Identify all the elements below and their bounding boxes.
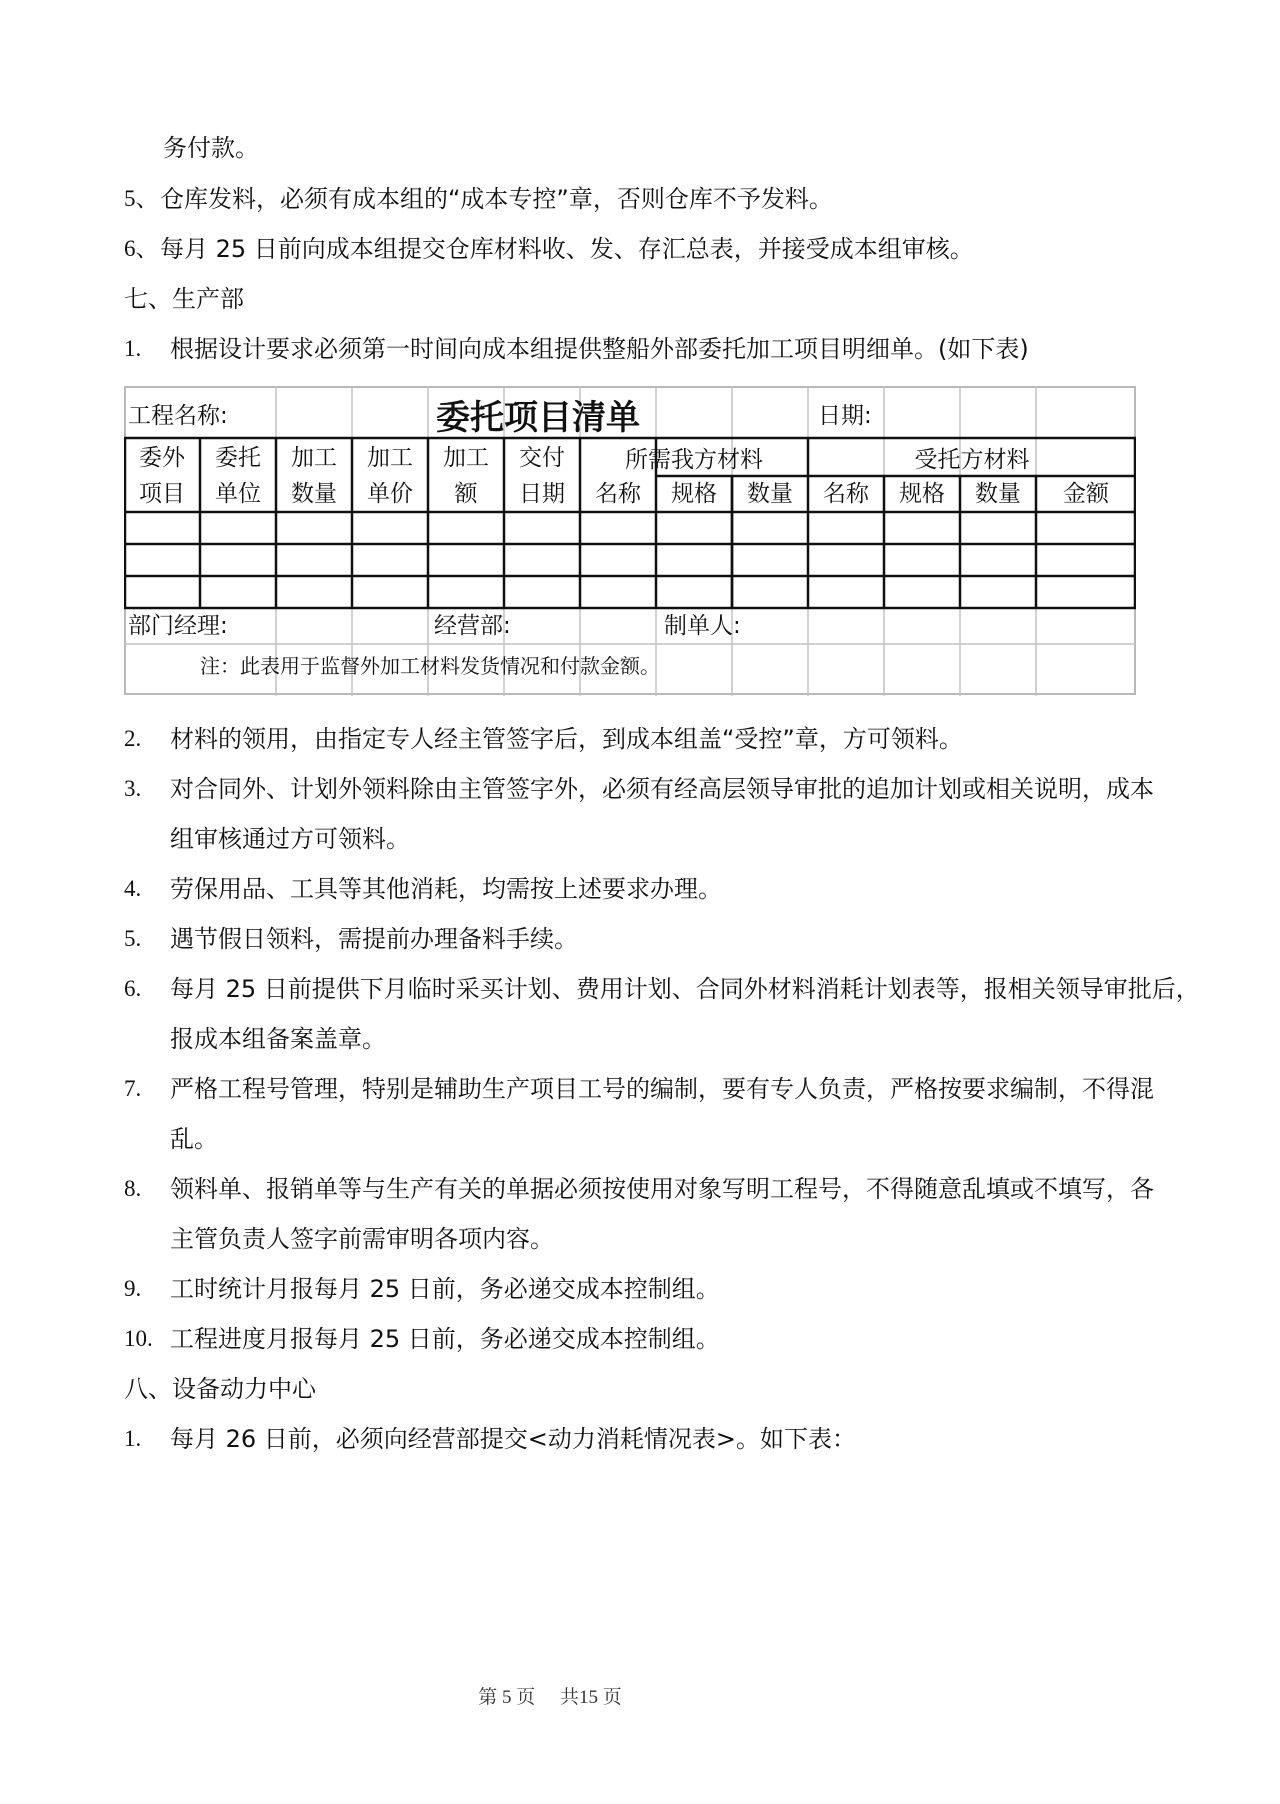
production-item-continued: 报成本组备案盖章。 xyxy=(170,1025,386,1053)
project-name-label: 工程名称: xyxy=(128,403,228,429)
item-number: 2. xyxy=(124,726,142,751)
col-header-amount: 加工 xyxy=(443,445,489,471)
col-header-quantity: 加工 xyxy=(291,445,337,471)
page-total: 共15 页 xyxy=(560,1687,622,1708)
maker-label: 制单人: xyxy=(664,613,741,639)
col-header-entrusted-unit: 单位 xyxy=(215,481,261,507)
col-header-outsourced-item: 项目 xyxy=(139,481,185,507)
col-header-entrusted-unit: 委托 xyxy=(215,445,261,471)
section-heading-equipment: 八、设备动力中心 xyxy=(124,1375,316,1403)
continuation-line: 务付款。 xyxy=(163,134,259,162)
col-header-qty: 数量 xyxy=(747,481,793,507)
item-number: 7. xyxy=(124,1076,142,1101)
production-item-continued: 主管负责人签字前需审明各项内容。 xyxy=(170,1225,554,1253)
production-item-continued: 组审核通过方可领料。 xyxy=(170,825,410,853)
col-header-delivery-date: 交付 xyxy=(519,445,565,471)
group-header-our-materials: 所需我方材料 xyxy=(625,447,763,473)
production-item: 工时统计月报每月 25 日前，务必递交成本控制组。 xyxy=(170,1275,720,1303)
item-number: 6、 xyxy=(124,236,159,261)
item-number: 3. xyxy=(124,776,142,801)
group-header-contractor-materials: 受托方材料 xyxy=(914,447,1030,473)
col-header-outsourced-item: 委外 xyxy=(139,445,185,471)
production-item: 材料的领用，由指定专人经主管签字后，到成本组盖“受控”章，方可领料。 xyxy=(170,725,963,753)
production-item: 每月 25 日前提供下月临时采买计划、费用计划、合同外材料消耗计划表等，报相关领导审批后， xyxy=(170,975,1200,1003)
production-item: 工程进度月报每月 25 日前，务必递交成本控制组。 xyxy=(170,1325,720,1353)
production-item: 严格工程号管理，特别是辅助生产项目工号的编制，要有专人负责，严格按要求编制，不得混 xyxy=(170,1075,1154,1103)
col-header-qty: 数量 xyxy=(975,481,1021,507)
operations-label: 经营部: xyxy=(434,613,511,639)
outsourcing-form xyxy=(124,386,1136,696)
item-number: 10. xyxy=(124,1326,153,1351)
item-number: 1. xyxy=(124,1426,142,1451)
item-number: 8. xyxy=(124,1176,142,1201)
production-item-continued: 乱。 xyxy=(170,1125,218,1153)
warehouse-item-6: 每月 25 日前向成本组提交仓库材料收、发、存汇总表，并接受成本组审核。 xyxy=(160,235,974,263)
equipment-item-1: 每月 26 日前，必须向经营部提交<动力消耗情况表>。如下表： xyxy=(170,1425,857,1453)
date-label: 日期: xyxy=(818,403,872,429)
page-number: 第 5 页 xyxy=(478,1687,536,1708)
warehouse-item-5: 仓库发料，必须有成本组的“成本专控”章，否则仓库不予发料。 xyxy=(160,185,833,213)
production-item: 领料单、报销单等与生产有关的单据必须按使用对象写明工程号，不得随意乱填或不填写，各 xyxy=(170,1175,1154,1203)
col-header-quantity: 数量 xyxy=(291,481,337,507)
form-title: 委托项目清单 xyxy=(436,398,640,438)
col-header-delivery-date: 日期 xyxy=(519,481,565,507)
col-header-name: 名称 xyxy=(595,481,641,507)
item-number: 4. xyxy=(124,876,142,901)
col-header-spec: 规格 xyxy=(671,481,717,507)
item-number: 5. xyxy=(124,926,142,951)
col-header-total: 金额 xyxy=(1063,481,1109,507)
col-header-amount: 额 xyxy=(454,481,478,507)
item-number: 1. xyxy=(124,336,142,361)
page-footer xyxy=(0,1682,1100,1709)
col-header-unit-price: 单价 xyxy=(367,481,413,507)
section-heading-production: 七、生产部 xyxy=(124,285,244,313)
item-number: 5、 xyxy=(124,186,159,211)
col-header-spec: 规格 xyxy=(899,481,945,507)
item-number: 6. xyxy=(124,976,142,1001)
col-header-unit-price: 加工 xyxy=(367,445,413,471)
production-item: 对合同外、计划外领料除由主管签字外，必须有经高层领导审批的追加计划或相关说明，成本 xyxy=(170,775,1154,803)
form-note: 注：此表用于监督外加工材料发货情况和付款金额。 xyxy=(200,654,660,678)
col-header-name: 名称 xyxy=(823,481,869,507)
item-number: 9. xyxy=(124,1276,142,1301)
production-item-1: 根据设计要求必须第一时间向成本组提供整船外部委托加工项目明细单。(如下表) xyxy=(170,335,1029,363)
manager-label: 部门经理: xyxy=(128,613,228,639)
production-item: 劳保用品、工具等其他消耗，均需按上述要求办理。 xyxy=(170,875,722,903)
production-item: 遇节假日领料，需提前办理备料手续。 xyxy=(170,925,578,953)
